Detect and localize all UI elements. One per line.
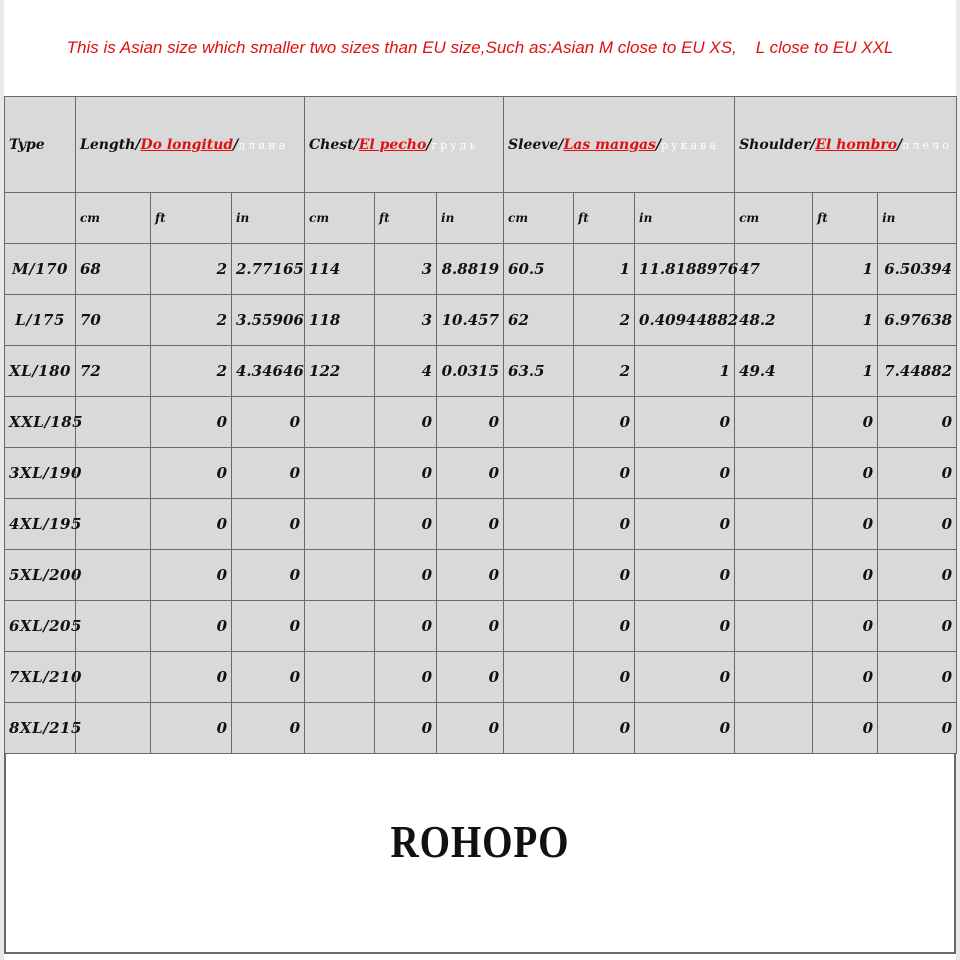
- table-cell: 0: [574, 652, 635, 703]
- unit-blank: [5, 193, 76, 244]
- table-cell: 0: [232, 550, 305, 601]
- chest-ru: грудь: [431, 138, 479, 152]
- table-row: [5, 499, 957, 550]
- shoulder-es: El hombro: [815, 136, 898, 153]
- table-cell: 0.40944882: [635, 295, 735, 346]
- table-cell: 0: [437, 448, 504, 499]
- table-cell: 0: [635, 448, 735, 499]
- table-cell: 0: [437, 652, 504, 703]
- table-cell: 8.8819: [437, 244, 504, 295]
- table-cell: 0: [437, 601, 504, 652]
- length-es: Do longitud: [140, 136, 234, 153]
- unit-label: in: [635, 193, 735, 244]
- size-type-cell: 8XL/215: [5, 703, 76, 754]
- table-row: [5, 295, 957, 346]
- table-cell: 47: [735, 244, 813, 295]
- sleeve-sep: /: [655, 136, 662, 153]
- table-cell: 0: [437, 397, 504, 448]
- table-row: [5, 652, 957, 703]
- shoulder-header: [735, 97, 957, 193]
- table-cell: 1: [813, 295, 878, 346]
- table-cell: 0: [375, 448, 437, 499]
- table-cell: 0: [375, 499, 437, 550]
- table-cell: 7.44882: [878, 346, 957, 397]
- table-cell: 0: [635, 499, 735, 550]
- size-type-cell: 7XL/210: [5, 652, 76, 703]
- table-cell: 0: [878, 448, 957, 499]
- size-type-cell: M/170: [5, 244, 76, 295]
- table-cell: [76, 652, 151, 703]
- table-cell: 0: [375, 550, 437, 601]
- table-cell: 4: [375, 346, 437, 397]
- table-cell: [735, 397, 813, 448]
- table-cell: [504, 499, 574, 550]
- table-cell: 2: [151, 295, 232, 346]
- size-notice: This is Asian size which smaller two sizes than EU size,Such as:Asian M close to EU XS, L close to EU XXL: [66, 38, 894, 57]
- table-cell: 0: [151, 397, 232, 448]
- table-cell: 0: [878, 652, 957, 703]
- size-type-cell: 5XL/200: [5, 550, 76, 601]
- table-cell: 118: [305, 295, 375, 346]
- table-cell: 0: [574, 448, 635, 499]
- table-cell: 0.0315: [437, 346, 504, 397]
- type-header: Type: [5, 97, 76, 193]
- table-cell: 0: [232, 448, 305, 499]
- table-cell: [504, 703, 574, 754]
- table-cell: [735, 652, 813, 703]
- table-cell: [305, 652, 375, 703]
- table-cell: 0: [878, 550, 957, 601]
- table-cell: 0: [574, 601, 635, 652]
- table-cell: 0: [813, 652, 878, 703]
- table-cell: 0: [574, 550, 635, 601]
- length-en: Length/: [80, 136, 141, 153]
- table-cell: 114: [305, 244, 375, 295]
- table-cell: 0: [878, 499, 957, 550]
- table-cell: 0: [375, 601, 437, 652]
- table-cell: 1: [813, 346, 878, 397]
- unit-label: in: [437, 193, 504, 244]
- unit-row: [5, 193, 957, 244]
- table-row: [5, 346, 957, 397]
- table-cell: [735, 499, 813, 550]
- table-cell: 122: [305, 346, 375, 397]
- table-cell: 0: [151, 652, 232, 703]
- table-cell: 3: [375, 295, 437, 346]
- table-cell: 0: [232, 652, 305, 703]
- unit-label: ft: [574, 193, 635, 244]
- table-row: [5, 397, 957, 448]
- table-cell: 72: [76, 346, 151, 397]
- table-cell: 0: [232, 601, 305, 652]
- table-cell: 0: [151, 601, 232, 652]
- table-cell: 0: [813, 448, 878, 499]
- table-cell: 0: [813, 601, 878, 652]
- table-cell: 0: [437, 499, 504, 550]
- size-type-cell: XL/180: [5, 346, 76, 397]
- table-cell: 0: [574, 397, 635, 448]
- table-cell: 60.5: [504, 244, 574, 295]
- shoulder-en: Shoulder/: [739, 136, 816, 153]
- table-cell: 0: [375, 703, 437, 754]
- table-cell: 0: [813, 499, 878, 550]
- group-header-row: [5, 97, 957, 193]
- table-cell: 0: [635, 703, 735, 754]
- unit-label: cm: [305, 193, 375, 244]
- table-cell: 0: [635, 652, 735, 703]
- table-cell: 0: [437, 703, 504, 754]
- sleeve-es: Las mangas: [563, 136, 656, 153]
- table-cell: [504, 550, 574, 601]
- unit-label: in: [232, 193, 305, 244]
- size-type-cell: XXL/185: [5, 397, 76, 448]
- table-cell: 0: [375, 652, 437, 703]
- size-type-cell: 4XL/195: [5, 499, 76, 550]
- table-row: [5, 550, 957, 601]
- table-cell: 0: [635, 601, 735, 652]
- table-cell: 1: [574, 244, 635, 295]
- size-type-cell: L/175: [5, 295, 76, 346]
- table-cell: 11.8188976: [635, 244, 735, 295]
- table-cell: [305, 601, 375, 652]
- table-row: [5, 244, 957, 295]
- unit-label: ft: [151, 193, 232, 244]
- table-cell: 2.77165: [232, 244, 305, 295]
- table-cell: 6.97638: [878, 295, 957, 346]
- table-cell: 63.5: [504, 346, 574, 397]
- size-type-cell: 3XL/190: [5, 448, 76, 499]
- chest-en: Chest/: [309, 136, 359, 153]
- table-cell: 0: [878, 397, 957, 448]
- table-cell: 2: [151, 346, 232, 397]
- table-cell: 0: [813, 397, 878, 448]
- table-cell: [76, 499, 151, 550]
- table-cell: 62: [504, 295, 574, 346]
- table-cell: [735, 448, 813, 499]
- table-cell: 0: [232, 499, 305, 550]
- table-cell: [504, 601, 574, 652]
- table-cell: [305, 448, 375, 499]
- table-cell: 70: [76, 295, 151, 346]
- table-cell: [504, 652, 574, 703]
- table-cell: 49.4: [735, 346, 813, 397]
- table-cell: 0: [635, 397, 735, 448]
- unit-label: ft: [813, 193, 878, 244]
- table-cell: [504, 448, 574, 499]
- table-cell: [305, 703, 375, 754]
- size-table: [4, 96, 957, 754]
- chest-es: El pecho: [358, 136, 427, 153]
- sleeve-header: [504, 97, 735, 193]
- table-cell: 0: [232, 397, 305, 448]
- table-cell: 3.55906: [232, 295, 305, 346]
- table-cell: 0: [151, 550, 232, 601]
- table-cell: [76, 550, 151, 601]
- table-cell: 0: [151, 448, 232, 499]
- table-cell: [735, 703, 813, 754]
- table-cell: 0: [878, 601, 957, 652]
- unit-label: cm: [76, 193, 151, 244]
- sleeve-ru: рукава: [661, 138, 719, 152]
- brand-logo: ROHOPO: [390, 816, 570, 867]
- table-cell: [76, 397, 151, 448]
- table-cell: [735, 550, 813, 601]
- table-cell: 3: [375, 244, 437, 295]
- table-cell: 1: [635, 346, 735, 397]
- unit-label: cm: [735, 193, 813, 244]
- chest-header: [305, 97, 504, 193]
- length-sep: /: [233, 136, 239, 153]
- table-row: [5, 601, 957, 652]
- table-cell: [305, 397, 375, 448]
- table-cell: 2: [151, 244, 232, 295]
- shoulder-sep: /: [897, 136, 903, 153]
- length-header: [76, 97, 305, 193]
- table-cell: 48.2: [735, 295, 813, 346]
- unit-label: ft: [375, 193, 437, 244]
- table-cell: 1: [813, 244, 878, 295]
- size-type-cell: 6XL/205: [5, 601, 76, 652]
- table-cell: 6.50394: [878, 244, 957, 295]
- unit-label: cm: [504, 193, 574, 244]
- table-cell: 0: [574, 499, 635, 550]
- table-cell: [76, 703, 151, 754]
- table-cell: 0: [878, 703, 957, 754]
- table-cell: 0: [813, 550, 878, 601]
- table-cell: 0: [151, 703, 232, 754]
- table-cell: 2: [574, 346, 635, 397]
- table-cell: 68: [76, 244, 151, 295]
- length-ru: длина: [238, 138, 289, 152]
- table-cell: 2: [574, 295, 635, 346]
- table-cell: [305, 550, 375, 601]
- table-cell: 0: [151, 499, 232, 550]
- table-cell: 0: [574, 703, 635, 754]
- table-cell: [305, 499, 375, 550]
- table-cell: [735, 601, 813, 652]
- shoulder-ru: плечо: [902, 138, 952, 152]
- table-row: [5, 703, 957, 754]
- table-cell: [504, 397, 574, 448]
- table-cell: 0: [813, 703, 878, 754]
- sleeve-en: Sleeve/: [508, 136, 564, 153]
- table-cell: 0: [437, 550, 504, 601]
- table-cell: 0: [635, 550, 735, 601]
- table-cell: [76, 448, 151, 499]
- table-cell: 10.457: [437, 295, 504, 346]
- table-cell: [76, 601, 151, 652]
- table-cell: 0: [232, 703, 305, 754]
- unit-label: in: [878, 193, 957, 244]
- chest-sep: /: [426, 136, 432, 153]
- table-row: [5, 448, 957, 499]
- table-cell: 4.34646: [232, 346, 305, 397]
- table-cell: 0: [375, 397, 437, 448]
